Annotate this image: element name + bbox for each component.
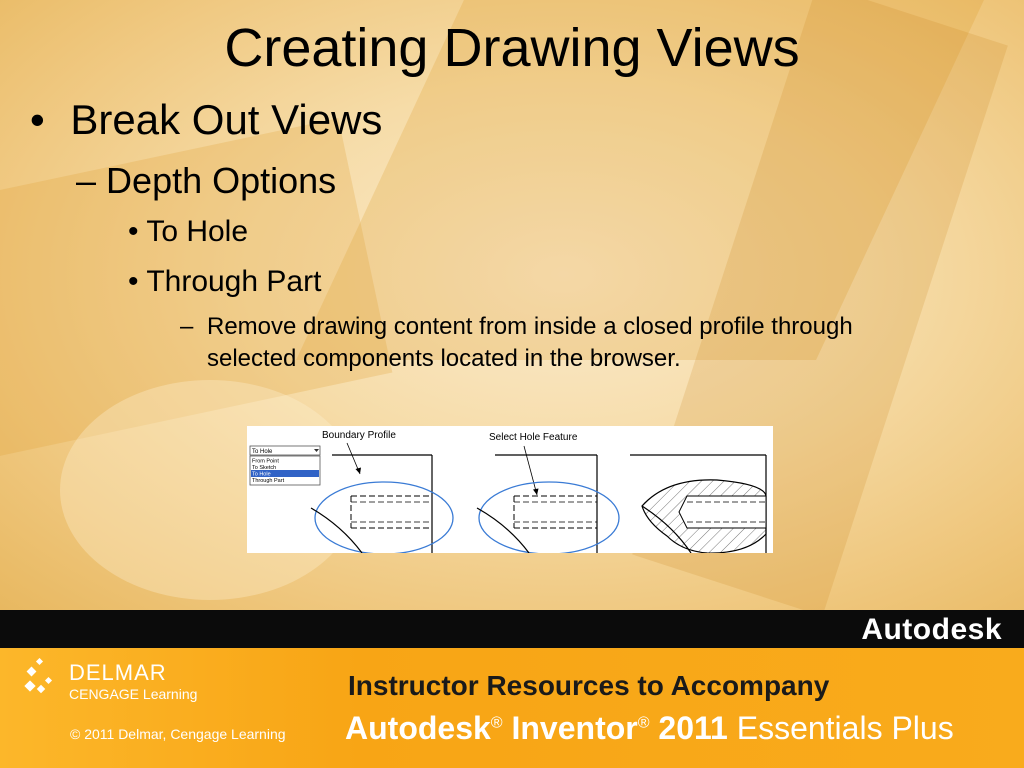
footer-black-bar: [0, 610, 1024, 648]
bullet-dot: •: [128, 215, 139, 248]
brand-autodesk: Autodesk: [345, 710, 491, 746]
dropdown-option: From Point: [252, 458, 279, 465]
bullet-text: Through Part: [146, 265, 322, 298]
registered-mark: ®: [637, 714, 650, 732]
cengage-name: CENGAGE Learning: [69, 686, 198, 702]
bullet-through-part: [128, 264, 321, 300]
brand-inventor: Inventor: [511, 710, 638, 746]
dropdown-option: Through Part: [252, 478, 285, 484]
bullet-text: Depth Options: [106, 160, 337, 201]
bullet-depth-options: [76, 160, 336, 202]
dropdown-value: To Hole: [252, 449, 273, 455]
delmar-name: DELMAR: [69, 660, 167, 685]
instructor-resources-line: Instructor Resources to Accompany: [348, 670, 830, 701]
autodesk-logo: Autodesk: [861, 613, 1002, 646]
dropdown-option: To Sketch: [252, 465, 277, 471]
depth-dropdown: [250, 446, 320, 485]
product-suffix: Essentials Plus: [736, 710, 954, 746]
slide-title: Creating Drawing Views: [224, 18, 800, 78]
copyright: © 2011 Delmar, Cengage Learning: [70, 726, 286, 742]
delmar-mark-icon: [24, 658, 64, 698]
break-out-view-figure: [247, 426, 773, 553]
product-year: 2011: [658, 710, 728, 746]
registered-mark: ®: [490, 714, 503, 732]
panel-select-hole-feature: [477, 432, 619, 553]
bullet-text: To Hole: [146, 215, 249, 248]
dropdown-option-selected: To Hole: [252, 471, 271, 478]
product-title-line: [345, 710, 954, 747]
bullet-dot: •: [128, 265, 139, 298]
panel-boundary-profile: [311, 430, 453, 553]
bullet-dot: •: [30, 96, 45, 143]
panel-result-section: [630, 455, 766, 553]
footer-orange-bar: [0, 648, 1024, 768]
bullet-break-out-views: [30, 96, 382, 144]
bullet-dash: –: [76, 160, 97, 201]
bullet-text: Remove drawing content from inside a closed profile through selected components located in the browser.: [207, 313, 853, 372]
bullet-text: Break Out Views: [70, 96, 383, 143]
bullet-dash: –: [180, 313, 194, 340]
label-select-hole-feature: Select Hole Feature: [489, 432, 578, 443]
bullet-to-hole: [128, 214, 248, 250]
label-boundary-profile: Boundary Profile: [322, 430, 396, 441]
